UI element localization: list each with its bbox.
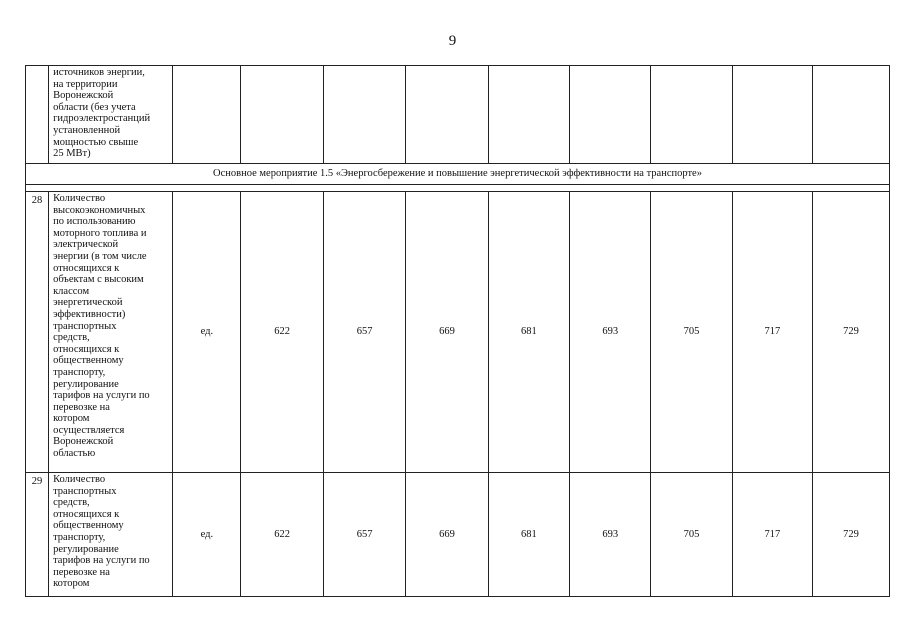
note-cell [812, 66, 889, 164]
value-cell: 681 [488, 192, 569, 473]
indicator-text-line: средств, [53, 332, 90, 344]
indicator-text-line: области (без учета [53, 101, 136, 113]
indicator-text-line: моторного топлива и [53, 227, 147, 239]
indicator-text-line: котором [53, 578, 90, 590]
indicator-text-line: мощностью свыше [53, 136, 139, 148]
table-row-gap [26, 185, 890, 192]
value-cell: 693 [570, 473, 651, 597]
section-title: Основное мероприятие 1.5 «Энергосбережение и повышение энергетической эффективности на транспорте» [26, 164, 890, 185]
indicator-text-line: источников энергии, [53, 67, 145, 78]
indicator-table [25, 65, 890, 597]
value-cell: 657 [323, 473, 405, 597]
row-number-cell [26, 66, 49, 164]
value-cell: 622 [241, 192, 323, 473]
indicator-text-line: общественному [53, 355, 124, 367]
indicator-text-line: Воронежской [53, 436, 114, 448]
value-cell: 669 [406, 192, 488, 473]
indicator-text-line: относящихся к [53, 343, 120, 355]
row-number-cell: 28 [26, 192, 49, 473]
value-cell: 622 [241, 473, 323, 597]
table-row-28 [26, 192, 890, 473]
row-number-cell: 29 [26, 473, 49, 597]
value-cell: 669 [406, 473, 488, 597]
value-cell [570, 66, 651, 164]
indicator-name-cell [49, 473, 173, 597]
value-cell [241, 66, 323, 164]
indicator-text-line: энергетической [53, 297, 123, 309]
indicator-text-line: общественному [53, 520, 124, 532]
page-number: 9 [448, 33, 457, 49]
indicator-text-line: по использованию [53, 216, 136, 228]
indicator-text-line: средств, [53, 497, 90, 509]
indicator-text-line: относящихся к [53, 262, 120, 274]
indicator-text-line: регулирование [53, 543, 119, 555]
indicator-text-line: объектам с высоким [53, 274, 144, 286]
value-cell [488, 66, 569, 164]
value-cell [323, 66, 405, 164]
indicator-text-line: гидроэлектростанций [53, 113, 151, 125]
indicator-name-cell [49, 192, 173, 473]
value-cell: 693 [570, 192, 651, 473]
indicator-name-cell [49, 66, 173, 164]
gap-cell [26, 185, 890, 192]
value-cell [406, 66, 488, 164]
indicator-text-line: электрической [53, 239, 119, 251]
indicator-text-line: энергии (в том числе [53, 250, 147, 262]
indicator-text-line: осуществляется [53, 424, 125, 436]
indicator-text-line: тарифов на услуги по [53, 555, 150, 567]
table-row-29 [26, 473, 890, 597]
indicator-text-line: классом [53, 285, 90, 297]
value-cell: 717 [732, 192, 812, 473]
indicator-text-line: котором [53, 413, 90, 425]
value-cell: 717 [732, 473, 812, 597]
value-cell: 681 [488, 473, 569, 597]
indicator-text-line: областью [53, 448, 96, 460]
indicator-text-line: перевозке на [53, 401, 110, 413]
indicator-text-line: на территории [53, 78, 118, 90]
indicator-text-line: транспорту, [53, 366, 106, 378]
value-cell: 729 [812, 473, 889, 597]
value-cell [651, 66, 732, 164]
value-cell: 729 [812, 192, 889, 473]
indicator-text-line: Количество [53, 474, 106, 485]
indicator-text-line: перевозке на [53, 566, 110, 578]
value-cell: 705 [651, 192, 732, 473]
indicator-text-line: транспорту, [53, 531, 106, 543]
indicator-text-line: Количество [53, 193, 106, 204]
value-cell: 657 [323, 192, 405, 473]
table-row-section [26, 164, 890, 185]
indicator-text-line: тарифов на услуги по [53, 390, 150, 402]
indicator-text-line: эффективности) [53, 308, 126, 320]
indicator-text-line: 25 МВт) [53, 148, 91, 160]
indicator-text-line: Воронежской [53, 90, 114, 102]
indicator-text-line: установленной [53, 124, 121, 136]
unit-cell: ед. [173, 473, 241, 597]
value-cell: 705 [651, 473, 732, 597]
unit-cell: ед. [173, 192, 241, 473]
indicator-text-line: относящихся к [53, 508, 120, 520]
table-row-continued [26, 66, 890, 164]
indicator-text-line: транспортных [53, 320, 117, 332]
indicator-text-line: регулирование [53, 378, 119, 390]
indicator-text-line: высокоэкономичных [53, 204, 146, 216]
indicator-text-line: транспортных [53, 485, 117, 497]
unit-cell [173, 66, 241, 164]
value-cell [732, 66, 812, 164]
